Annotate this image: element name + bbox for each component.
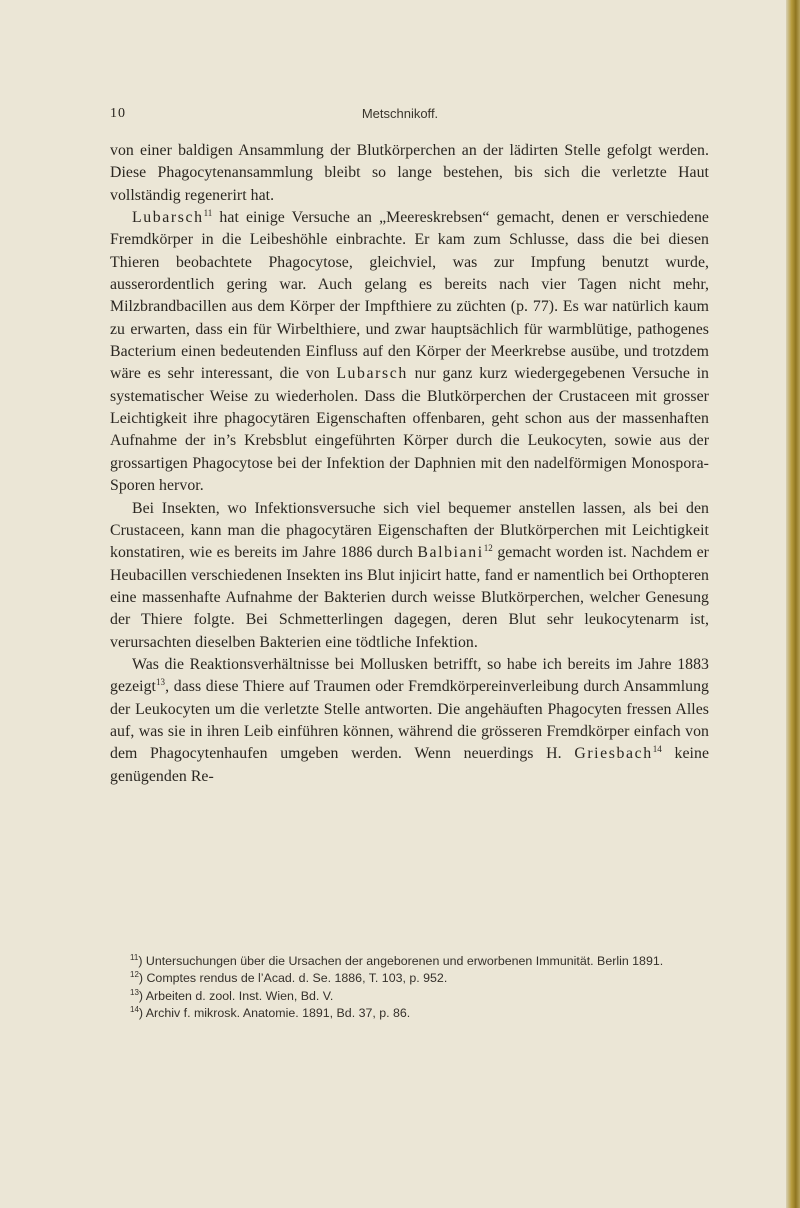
- paragraph-4: Was die Reaktionsverhältnisse bei Mollusken betrifft, so habe ich bereits im Jahre 1883 gezeigt$^{13}$, dass diese Thiere auf Traumen oder Fremdkörpereinverleibung durch Ansammlung der Leukocyten um die verletzte Stelle antworten. Die angehäuften Phagocyten fressen Alles auf, was sie in ihren Leib einführen können, während die grösseren Fremdkörper einfach von dem Phagocytenhaufen umgeben werden. Wenn neuerdings H. Griesbach$^{14}$ keine genügenden Re-: [110, 655, 710, 785]
- paragraph-3: Bei Insekten, wo Infektionsversuche sich viel bequemer anstellen lassen, als bei den Crustaceen, kann man die phagocytären Eigenschaften der Blutkörperchen mit Leichtigkeit konstatiren, wie es bereits im Jahre 1886 durch Balbiani$^{12}$ gemacht worden ist. Nachdem er Heubacillen verschiedenen Insekten ins Blut injicirt hatte, fand er namentlich bei Orthopteren eine massenhafte Aufnahme der Bakterien durch weisse Blutkörperchen, welcher Genesung der Thiere folgte. Bei Schmetterlingen dagegen, deren Blut sehr leukocytenarm ist, verursachten dieselben Bakterien eine tödtliche Infektion.: [110, 499, 709, 651]
- paragraph-2: Lubarsch$^{11}$ hat einige Versuche an „Meereskrebsen“ gemacht, denen er verschiedene Fremdkörper in die Leibeshöhle einbrachte. Er kam zum Schlusse, dass die bei diesen Thieren beobachtete Phagocytose, gleichviel, was zur Impfung benutzt wurde, ausserordentlich gering war. Auch gelang es bereits nach vier Tagen nicht mehr, Milzbrandbacillen aus dem Körper der Impfthiere zu züchten (p. 77). Es war natürlich kaum zu erwarten, dass ein für Wirbelthiere, und zwar hauptsächlich für warmblütige, pathogenes Bacterium einen bedeutenden Einfluss auf den Körper der Meerkrebse ausübe, und trotzdem wäre es sehr interessant, die von Lubarsch nur ganz kurz wiedergegebenen Versuche in systematischer Weise zu wiederholen. Dass die Blutkörperchen der Crustaceen mit grosser Leichtigkeit ihre phagocytären Eigenschaften offenbaren, geht schon aus der massenhaften Aufnahme der in’s Krebsblut eingeführten Körper durch die Leukocyten, sowie aus der grossartigen Phagocytose bei der Infektion der Daphnien mit den nadelförmigen Monospora-Sporen hervor.: [110, 208, 710, 495]
- page-edge: [786, 0, 800, 1208]
- author-name: Lubarsch: [132, 209, 204, 227]
- author-name: Lubarsch: [336, 365, 408, 383]
- page-header: [0, 106, 800, 126]
- paragraph-1: von einer baldigen Ansammlung der Blutkörperchen an der lädirten Stelle gefolgt werden. Diese Phagocytenansammlung bleibt so lange bestehen, bis sich die verletzte Haut vollständig regenerirt hat.: [110, 142, 709, 204]
- body-text: [110, 140, 709, 788]
- footnotes: [110, 953, 709, 1023]
- author-name: Griesbach: [574, 745, 653, 763]
- footnote: $^{11}$) Untersuchungen über die Ursachen der angeborenen und erworbenen Immunität. Berlin 1891.: [130, 953, 664, 968]
- footnote-ref: 12: [483, 543, 493, 554]
- footnote-ref: 13: [155, 677, 166, 688]
- footnote: $^{13}$) Arbeiten d. zool. Inst. Wien, Bd. V.: [130, 987, 334, 1003]
- footnote-ref: 14: [652, 744, 662, 755]
- footnote-ref: 11: [203, 208, 213, 219]
- footnote: $^{12}$) Comptes rendus de l’Acad. d. Se. 1886, T. 103, p. 952.: [130, 970, 448, 986]
- page-number: 10: [110, 106, 126, 121]
- footnote: $^{14}$) Archiv f. mikrosk. Anatomie. 1891, Bd. 37, p. 86.: [130, 1005, 411, 1021]
- author-name: Balbiani: [417, 544, 484, 562]
- running-head: Metschnikoff.: [361, 106, 439, 121]
